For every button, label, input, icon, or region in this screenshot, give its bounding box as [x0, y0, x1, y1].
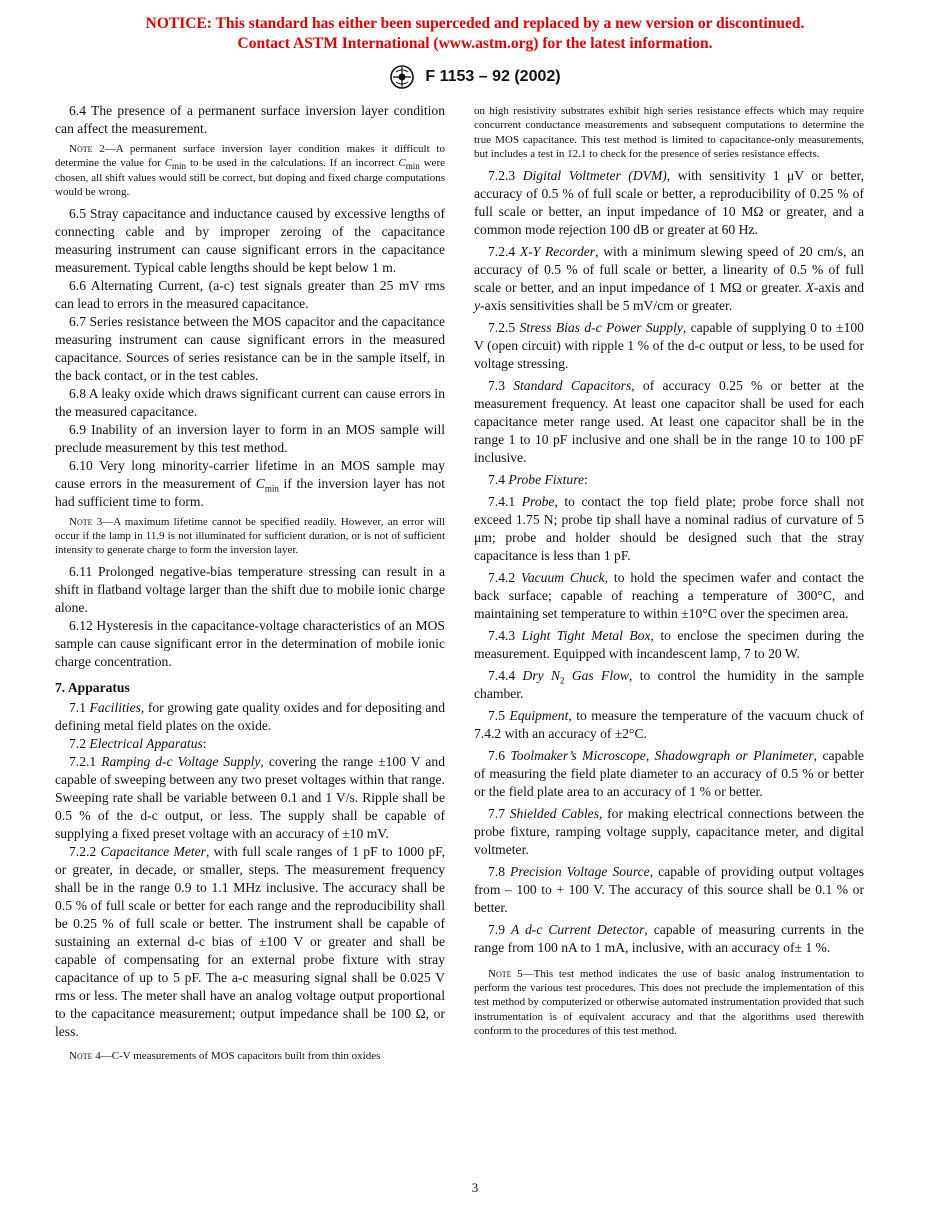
para-7-4-1: 7.4.1 Probe, to contact the top field plate; probe force shall not exceed 1.75 N; probe tip shall have a nominal radius of curvature of 5 μm; probe and holder should be designed such that the stray capacitance is less than 1 pF. [474, 493, 865, 563]
para-7-9: 7.9 A d-c Current Detector, capable of measuring currents in the range from 100 nA to 1 mA, inclusive, with an accuracy of± 1 %. [474, 921, 864, 955]
para-7-5: 7.5 Equipment, to measure the temperature of the vacuum chuck of 7.4.2 with an accuracy of ±2°C. [474, 707, 864, 741]
para-7-1: 7.1 Facilities, for growing gate quality oxides and for depositing and defining metal field plates on the oxide. [55, 699, 445, 733]
para-7-4: 7.4 Probe Fixture: [488, 471, 588, 487]
para-7-4-2: 7.4.2 Vacuum Chuck, to hold the specimen wafer and contact the back surface; capable of reaching a temperature of 300°C, and maintaining set temperature to within ±10°C over the specimen area. [474, 569, 864, 621]
para-7-6: 7.6 Toolmaker’s Microscope, Shadowgraph or Planimeter, capable of measuring the field plate diameter to an accuracy of 0.5 % or better or the field plate area to an accuracy of 1 % or better. [474, 747, 865, 799]
note-5: Note 5—This test method indicates the use of basic analog instrumentation to perform the various test procedures. This does not preclude the implementation of this test method by computerized or otherwise automated instrumentation provided that such instrumentation is of equivalent accuracy and that the algorithms used therewith conform to the procedures of this test method. [474, 967, 864, 1038]
notice-banner [0, 14, 950, 54]
note-4-continued: on high resistivity substrates exhibit high series resistance effects which may require concurrent conductance measurements and subsequent computations to determine the true MOS capacitance. This test method is limited to capacitance-only measurements, but includes a test in 12.1 to check for the presence of series resistance effects. [474, 105, 864, 161]
para-6-5: 6.5 Stray capacitance and inductance caused by excessive lengths of connecting cable and by improper zeroing of the capacitance measuring instrument can cause significant errors in the capacitance measurement. Typical cable lengths should be kept below 1 m. [55, 205, 445, 275]
notice-line-2: Contact ASTM International (www.astm.org) for the latest information. [237, 35, 713, 52]
para-6-8: 6.8 A leaky oxide which draws significant current can cause errors in the measured capacitance. [55, 385, 445, 419]
para-6-4: 6.4 The presence of a permanent surface inversion layer condition can affect the measurement. [55, 103, 445, 136]
astm-logo-icon [389, 64, 419, 90]
para-7-4-3: 7.4.3 Light Tight Metal Box, to enclose the specimen during the measurement. Equipped with incandescent lamp, 7 to 20 W. [474, 627, 864, 661]
note-2: Note 2—A permanent surface inversion layer condition makes it difficult to determine the value for $C_{min}$ to be used in the calculations. If an incorrect $C_{min}$ were chosen, all shift values would still be correct, but doping and fixed charge computations would be wrong. [55, 143, 445, 199]
left-column [55, 102, 445, 1068]
para-7-2-3: 7.2.3 Digital Voltmeter (DVM), with sensitivity 1 μV or better, accuracy of 0.5 % of full scale or better, a reproducibility of 0.25 % of full scale or better, an input impedance of 10 MΩ or greater, and a common mode rejection 100 dB or greater at 60 Hz. [474, 167, 864, 237]
para-7-2: 7.2 Electrical Apparatus: [69, 735, 207, 751]
para-7-4-4: 7.4.4 Dry $N_2$ Gas Flow, to control the humidity in the sample chamber. [474, 667, 864, 701]
designation: F 1153 – 92 (2002) [425, 68, 561, 86]
document-header [0, 64, 950, 90]
note-3: Note 3—A maximum lifetime cannot be specified readily. However, an error will occur if the lamp in 11.9 is not illuminated for sufficient duration, or is not of sufficient intensity to generate charge to form the inversion layer. [55, 515, 445, 557]
page-number: 3 [471, 1180, 479, 1195]
para-7-2-1: 7.2.1 Ramping d-c Voltage Supply, covering the range ±100 V and capable of sweeping between any two preset voltages within that range. Sweeping rate shall be variable between 0.1 and 1 V/s. Ripple shall be 0.5 % of the d-c output, or less. The supply shall be capable of supplying a fixed preset voltage with an accuracy of ±10 mV. [55, 753, 445, 841]
section-7-heading: 7. Apparatus [55, 679, 130, 695]
para-6-10: 6.10 Very long minority-carrier lifetime in an MOS sample may cause errors in the measurement of $C_{min}$ if the inversion layer has not had sufficient time to form. [55, 457, 445, 509]
para-6-6: 6.6 Alternating Current, (a-c) test signals greater than 25 mV rms can lead to errors in the measured capacitance. [55, 277, 445, 311]
para-7-2-2: 7.2.2 Capacitance Meter, with full scale ranges of 1 pF to 1000 pF, or greater, in decade, or smaller, steps. The measurement frequency shall be in the range 0.9 to 1.1 MHz inclusive. The accuracy shall be 0.5 % of full scale or better for each range and the reproducibility shall be 0.25 % of full scale or better. The instrument shall be capable of sustaining an external d-c bias of ±100 V or greater and shall be capable of compensating for an external probe fixture with stray capacitance of up to 5 pF. The a-c measuring signal shall be 0.025 V rms or less. The meter shall have an analog voltage output proportional to the capacitance measurement; output impedance shall be 100 Ω, or less. [55, 843, 445, 1039]
para-7-2-5: 7.2.5 Stress Bias d-c Power Supply, capable of supplying 0 to ±100 V (open circuit) with ripple 1 % of the d-c output or less, to be used for voltage stressing. [474, 319, 864, 371]
para-7-7: 7.7 Shielded Cables, for making electrical connections between the probe fixture, ramping voltage supply, capacitance meter, and digital voltmeter. [474, 805, 865, 857]
right-column [474, 102, 864, 1044]
note-4: Note 4—C-V measurements of MOS capacitors built from thin oxides [69, 1049, 381, 1062]
para-7-8: 7.8 Precision Voltage Source, capable of providing output voltages from – 100 to + 100 V. The accuracy of this source shall be 0.1 % or better. [474, 863, 865, 915]
para-6-9: 6.9 Inability of an inversion layer to form in an MOS sample will preclude measurement by this test method. [55, 421, 445, 455]
para-6-7: 6.7 Series resistance between the MOS capacitor and the capacitance measuring instrument can cause significant errors in the measured capacitance. Sources of series resistance can be in the sample itself, in the back contact, or in the test cables. [55, 313, 445, 383]
para-7-3: 7.3 Standard Capacitors, of accuracy 0.25 % or better at the measurement frequency. At least one capacitor shall be used for each capacitance meter range used. At least one capacitor shall be in the range 1 to 10 pF inclusive and one shall be in the range 10 to 100 pF inclusive. [474, 377, 864, 465]
para-6-12: 6.12 Hysteresis in the capacitance-voltage characteristics of an MOS sample can cause significant error in the determination of mobile ionic charge concentration. [55, 617, 445, 669]
para-6-11: 6.11 Prolonged negative-bias temperature stressing can result in a shift in flatband voltage larger than the shift due to mobile ionic charge alone. [55, 563, 445, 615]
para-7-2-4: 7.2.4 X-Y Recorder, with a minimum slewing speed of 20 cm/s, an accuracy of 0.5 % of full scale or better, a linearity of 0.5 % of full scale or better, and an input impedance of 1 MΩ or greater. X-axis and y-axis sensitivities shall be 5 mV/cm or greater. [474, 243, 865, 313]
notice-line-1: NOTICE: This standard has either been superceded and replaced by a new version or discontinued. [145, 15, 805, 32]
